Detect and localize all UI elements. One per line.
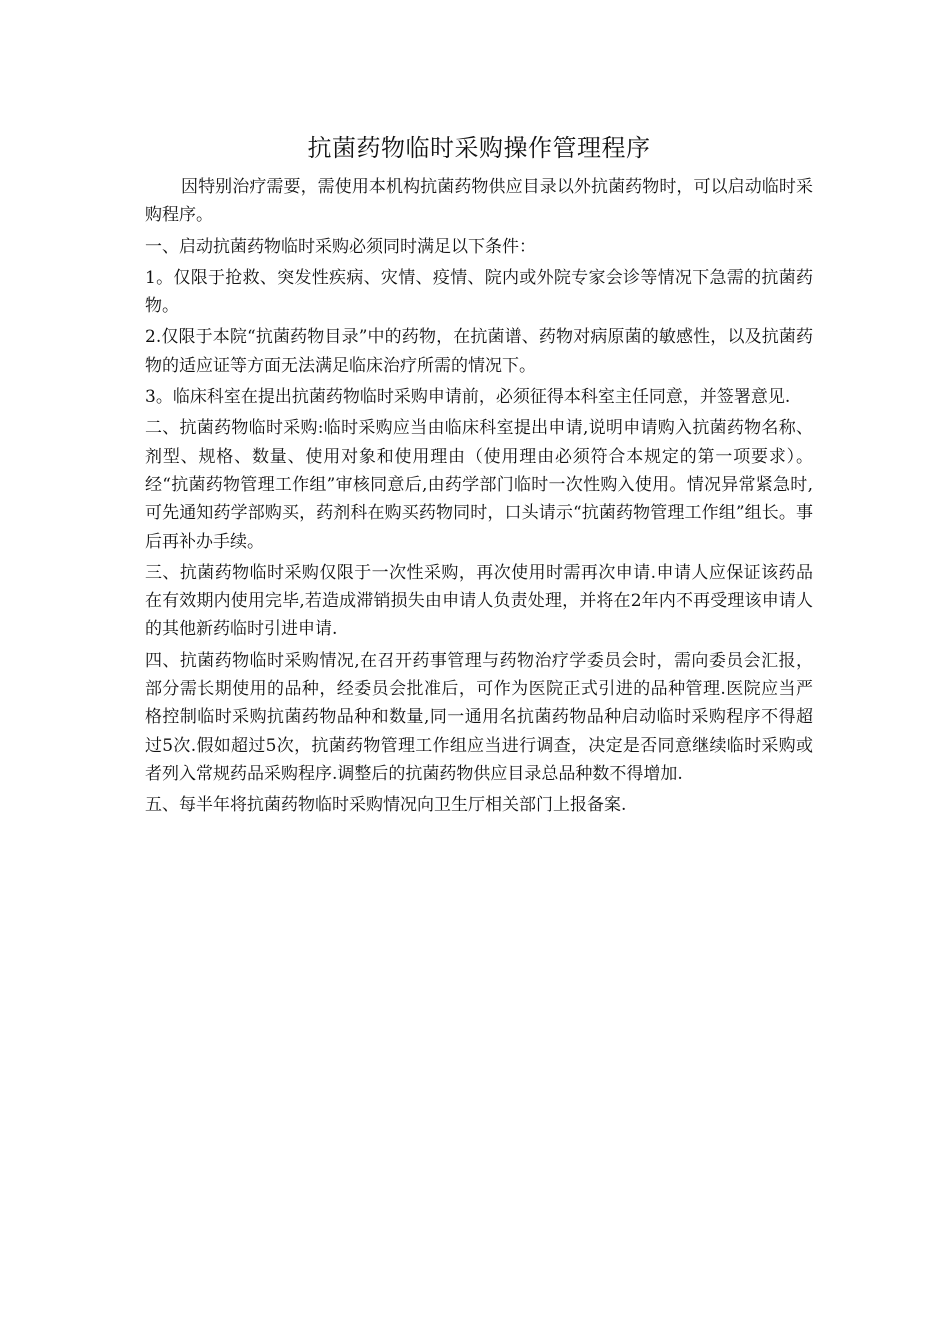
section-one-heading: 一、启动抗菌药物临时采购必须同时满足以下条件：: [145, 236, 536, 257]
document-title: 抗菌药物临时采购操作管理程序: [307, 134, 651, 162]
document-body: [145, 128, 813, 823]
condition-item-3: 3。临床科室在提出抗菌药物临时采购申请前，必须征得本科室主任同意，并签署意见.: [145, 387, 791, 408]
section-two-paragraph: 二、抗菌药物临时采购:临时采购应当由临床科室提出申请,说明申请购入抗菌药物名称、剂型、规格、数量、使用对象和使用理由（使用理由必须符合本规定的第一项要求）。经“抗菌药物管理工作组”审核同意后,由药学部门临时一次性购入使用。情况异常紧急时,可先通知药学部购买，药剂科在购买药物同时，口头请示“抗菌药物管理工作组”组长。事后再补办手续。: [145, 418, 813, 552]
section-five-paragraph: 五、每半年将抗菌药物临时采购情况向卫生厅相关部门上报备案.: [145, 795, 627, 816]
condition-item-1: 1。仅限于抢救、突发性疾病、灾情、疫情、院内或外院专家会诊等情况下急需的抗菌药物。: [145, 267, 813, 317]
intro-paragraph: 因特别治疗需要，需使用本机构抗菌药物供应目录以外抗菌药物时，可以启动临时采购程序。: [145, 177, 813, 226]
section-four-paragraph: 四、抗菌药物临时采购情况,在召开药事管理与药物治疗学委员会时，需向委员会汇报，部分需长期使用的品种，经委员会批准后，可作为医院正式引进的品种管理.医院应当严格控制临时采购抗菌药物品种和数量,同一通用名抗菌药物品种启动临时采购程序不得超过5次.假如超过5次，抗菌药物管理工作组应当进行调查，决定是否同意继续临时采购或者列入常规药品采购程序.调整后的抗菌药物供应目录总品种数不得增加.: [145, 650, 813, 784]
section-three-paragraph: 三、抗菌药物临时采购仅限于一次性采购，再次使用时需再次申请.申请人应保证该药品在有效期内使用完毕,若造成滞销损失由申请人负责处理，并将在2年内不再受理该申请人的其他新药临时引进申请.: [145, 562, 813, 640]
condition-item-2: 2.仅限于本院“抗菌药物目录”中的药物，在抗菌谱、药物对病原菌的敏感性，以及抗菌药物的适应证等方面无法满足临床治疗所需的情况下。: [145, 327, 813, 376]
